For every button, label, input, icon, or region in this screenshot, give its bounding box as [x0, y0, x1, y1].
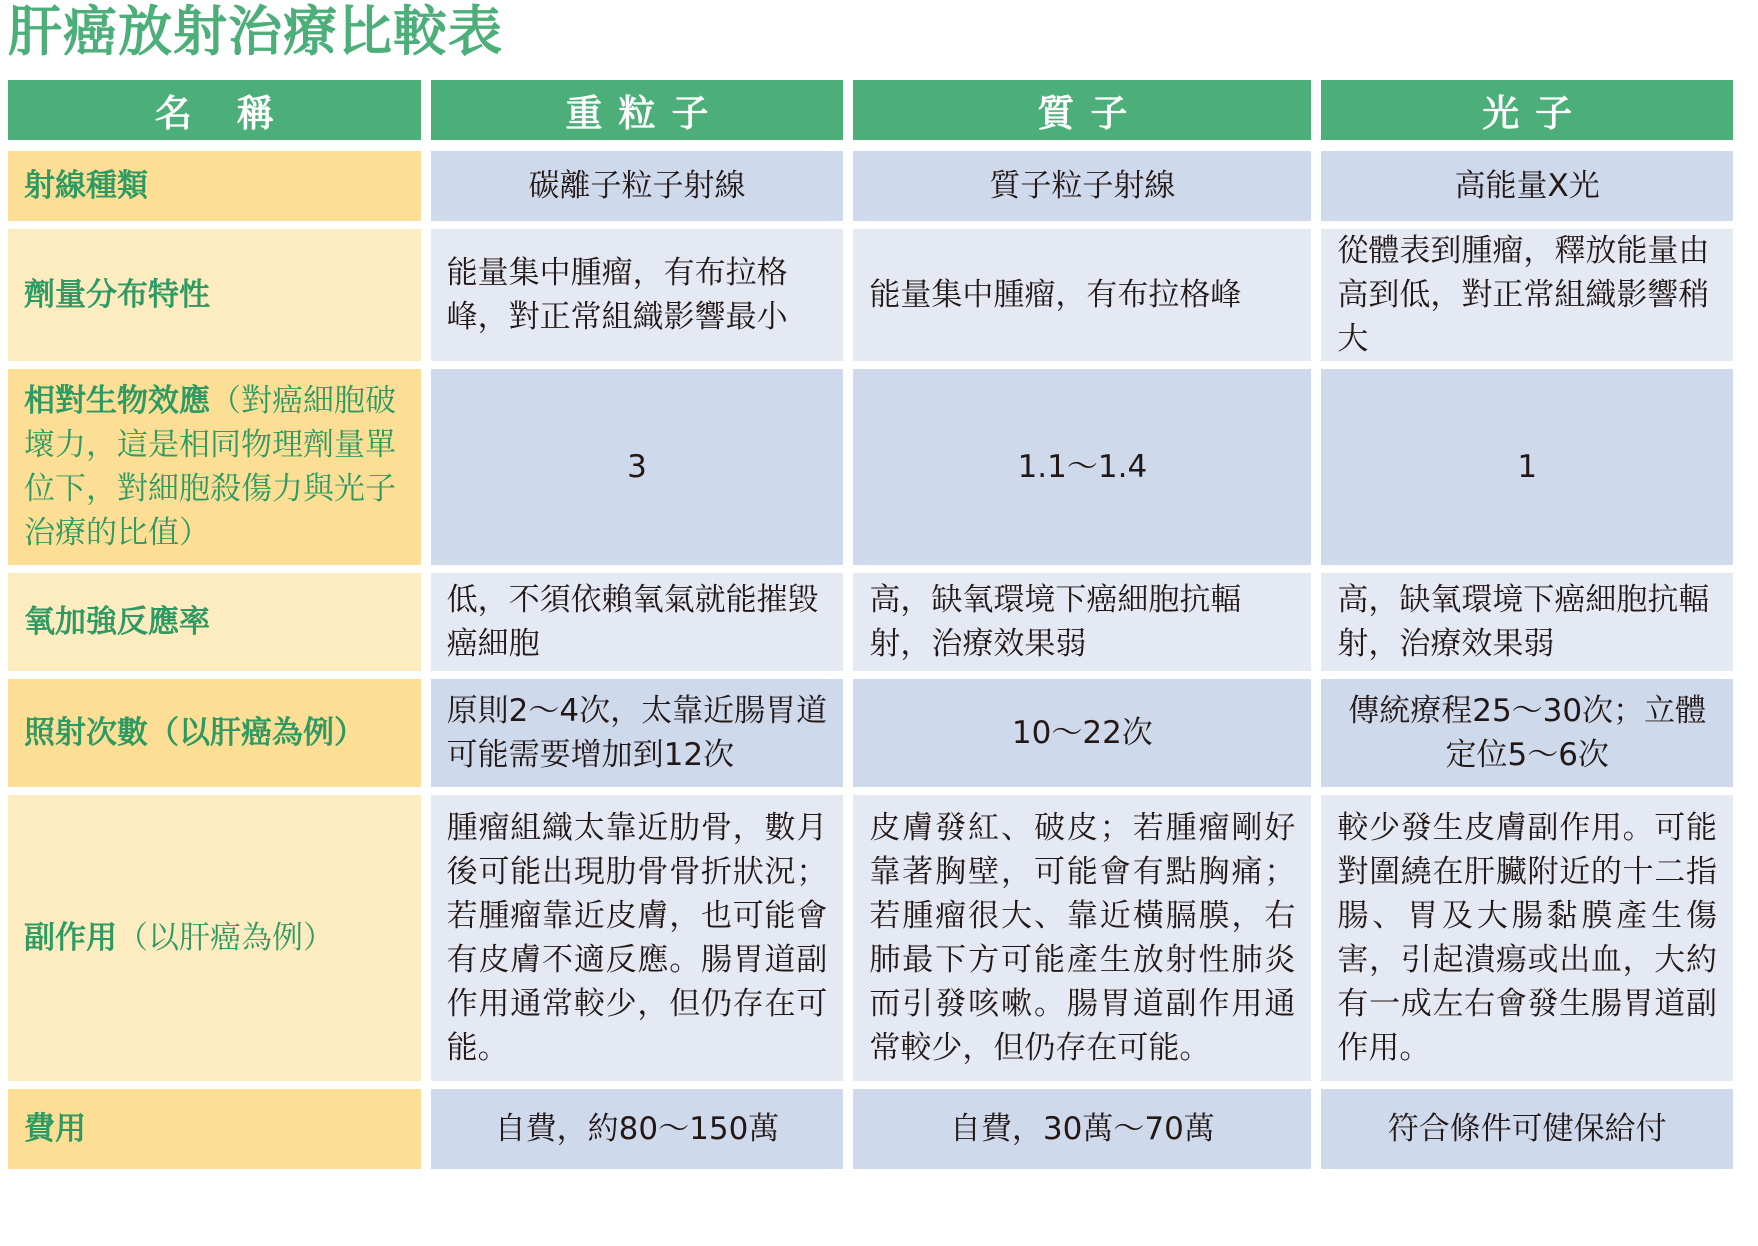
row-label: 氧加強反應率 — [8, 573, 421, 671]
table-row-rbe — [8, 369, 1733, 565]
table-cell: 皮膚發紅、破皮；若腫瘤剛好靠著胸壁，可能會有點胸痛；若腫瘤很大、靠近橫膈膜，右肺最下方可能產生放射性肺炎而引發咳嗽。腸胃道副作用通常較少，但仍存在可能。 — [853, 795, 1311, 1081]
table-row-radiation-type — [8, 151, 1733, 221]
table-cell: 腫瘤組織太靠近肋骨，數月後可能出現肋骨骨折狀況；若腫瘤靠近皮膚，也可能會有皮膚不適反應。腸胃道副作用通常較少，但仍存在可能。 — [431, 795, 844, 1081]
comparison-table — [0, 72, 1743, 1177]
table-row-side-effects — [8, 795, 1733, 1081]
table-cell: 高，缺氧環境下癌細胞抗輻射，治療效果弱 — [853, 573, 1311, 671]
table-cell: 碳離子粒子射線 — [431, 151, 844, 221]
header-heavy-ion: 重粒子 — [431, 80, 844, 143]
table-cell: 從體表到腫瘤，釋放能量由高到低，對正常組織影響稍大 — [1321, 229, 1733, 361]
table-cell: 較少發生皮膚副作用。可能對圍繞在肝臟附近的十二指腸、胃及大腸黏膜產生傷害，引起潰瘍或出血，大約有一成左右會發生腸胃道副作用。 — [1321, 795, 1733, 1081]
row-label: 相對生物效應（對癌細胞破壞力，這是相同物理劑量單位下，對細胞殺傷力與光子治療的比值） — [8, 369, 421, 565]
table-cell: 自費，30萬～70萬 — [853, 1089, 1311, 1169]
table-row-oxygen-enhancement — [8, 573, 1733, 671]
table-cell: 高，缺氧環境下癌細胞抗輻射，治療效果弱 — [1321, 573, 1733, 671]
table-cell: 符合條件可健保給付 — [1321, 1089, 1733, 1169]
header-proton: 質子 — [853, 80, 1311, 143]
table-cell: 1.1～1.4 — [853, 369, 1311, 565]
row-label: 射線種類 — [8, 151, 421, 221]
table-cell: 3 — [431, 369, 844, 565]
header-name: 名 稱 — [8, 80, 421, 143]
row-label: 照射次數（以肝癌為例） — [8, 679, 421, 787]
table-row-dose-distribution — [8, 229, 1733, 361]
table-cell: 能量集中腫瘤，有布拉格峰，對正常組織影響最小 — [431, 229, 844, 361]
table-cell: 傳統療程25～30次；立體定位5～6次 — [1321, 679, 1733, 787]
table-cell: 自費，約80～150萬 — [431, 1089, 844, 1169]
row-label-note: （對癌細胞破壞力，這是相同物理劑量單位下，對細胞殺傷力與光子治療的比值） — [24, 383, 396, 551]
table-cell: 原則2～4次，太靠近腸胃道可能需要增加到12次 — [431, 679, 844, 787]
row-label-note: （以肝癌為例） — [117, 920, 334, 956]
table-cell: 10～22次 — [853, 679, 1311, 787]
row-label: 費用 — [8, 1089, 421, 1169]
header-photon: 光子 — [1321, 80, 1733, 143]
table-cell: 高能量X光 — [1321, 151, 1733, 221]
row-label: 劑量分布特性 — [8, 229, 421, 361]
table-cell: 1 — [1321, 369, 1733, 565]
table-cell: 低，不須依賴氧氣就能摧毀癌細胞 — [431, 573, 844, 671]
table-row-cost — [8, 1089, 1733, 1169]
table-cell: 能量集中腫瘤，有布拉格峰 — [853, 229, 1311, 361]
table-row-fractions — [8, 679, 1733, 787]
page-title: 肝癌放射治療比較表 — [8, 0, 503, 63]
table-cell: 質子粒子射線 — [853, 151, 1311, 221]
table-header-row — [8, 80, 1733, 143]
row-label: 副作用（以肝癌為例） — [8, 795, 421, 1081]
